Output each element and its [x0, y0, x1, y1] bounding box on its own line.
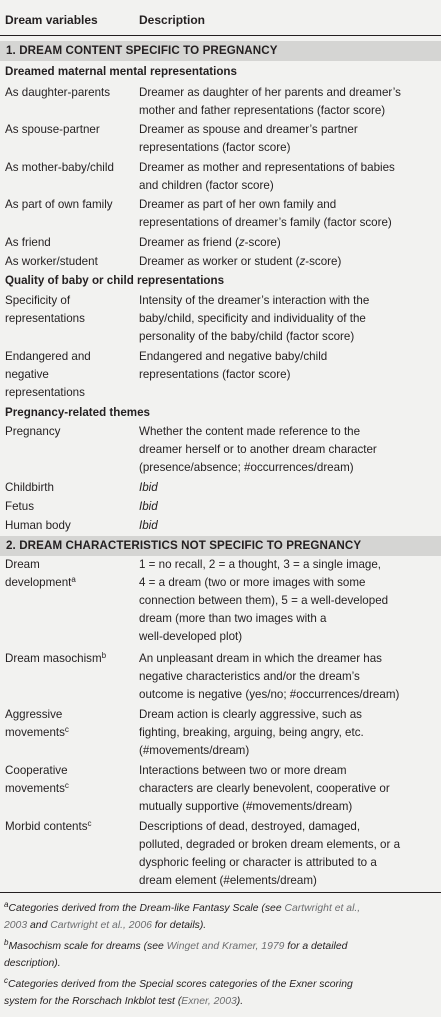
desc-line: representations of dreamer’s family (factor score)	[139, 216, 392, 229]
row-variable	[5, 818, 133, 836]
footnote-mark: a	[71, 575, 76, 584]
desc-line: dysphoric feeling or character is attributed to a	[139, 856, 377, 869]
desc-line: baby/child, specificity and individuality of the	[139, 312, 366, 325]
desc-line: Dreamer as worker or student (z-score)	[139, 255, 342, 268]
row-description	[139, 84, 435, 120]
variable-line: Morbid contents$^c$	[5, 819, 92, 833]
desc-line: representations (factor score)	[139, 141, 291, 154]
group1-title: Dreamed maternal mental representations	[5, 65, 237, 78]
desc-line: Descriptions of dead, destroyed, damaged,	[139, 820, 361, 833]
variable-line: representations	[5, 312, 85, 325]
header-rule	[0, 35, 441, 36]
citation-link[interactable]: Cartwright et al., 2006	[50, 920, 152, 931]
row-variable	[5, 292, 133, 328]
citation-link[interactable]: 2003	[4, 920, 28, 931]
variable-line: representations	[5, 386, 85, 399]
row-variable: Childbirth	[5, 481, 54, 494]
table-header	[0, 0, 441, 35]
row-variable: Fetus	[5, 500, 34, 513]
header-dream-variables: Dream variables	[5, 13, 98, 27]
section1-title: 1. DREAM CONTENT SPECIFIC TO PREGNANCY	[6, 44, 278, 57]
desc-line: Intensity of the dreamer’s interaction with the	[139, 294, 370, 307]
desc-line: dream element (#elements/dream)	[139, 874, 317, 887]
variable-line: Endangered and	[5, 350, 91, 363]
desc-line: polluted, degraded or broken dream elements, or a	[139, 838, 401, 851]
row-description	[139, 762, 435, 816]
header-description: Description	[139, 13, 206, 27]
desc-line: Whether the content made reference to the	[139, 425, 361, 438]
footnote-mark: c	[4, 976, 8, 985]
citation-link[interactable]: Exner, 2003	[181, 996, 237, 1007]
desc-line: (#movements/dream)	[139, 744, 250, 757]
variable-line: movements$^c$	[5, 725, 69, 739]
row-variable: As part of own family	[5, 198, 113, 211]
row-description	[139, 196, 435, 232]
desc-line: connection between them), 5 = a well-developed	[139, 594, 389, 607]
group2-title: Quality of baby or child representations	[5, 274, 225, 287]
footnote-mark: b	[4, 938, 9, 947]
footnote-mark: c	[64, 725, 69, 734]
desc-line: dreamer herself or to another dream character	[139, 443, 377, 456]
row-description	[139, 253, 435, 271]
desc-line: Dreamer as part of her own family and	[139, 198, 337, 211]
footnote-mark: c	[64, 781, 69, 790]
variable-line: movements$^c$	[5, 781, 69, 795]
desc-line: 4 = a dream (two or more images with some	[139, 576, 366, 589]
desc-line: well-developed plot)	[139, 630, 243, 643]
desc-line: and children (factor score)	[139, 179, 274, 192]
row-description: Ibid	[139, 519, 158, 532]
row-variable	[5, 348, 133, 402]
row-description: Ibid	[139, 481, 158, 494]
desc-line: personality of the baby/child (factor score)	[139, 330, 355, 343]
row-description	[139, 818, 435, 890]
row-variable: Pregnancy	[5, 425, 61, 438]
citation-link[interactable]: Winget and Kramer, 1979	[166, 941, 285, 952]
row-description: Ibid	[139, 500, 158, 513]
variable-line: Aggressive	[5, 708, 63, 721]
row-variable: As friend	[5, 236, 51, 249]
row-description	[139, 706, 435, 760]
variable-line: development$^a$	[5, 575, 76, 589]
row-variable	[5, 556, 133, 592]
table-bottom-rule	[0, 892, 441, 893]
row-variable: As spouse-partner	[5, 123, 100, 136]
citation-link[interactable]: Cartwright et al.,	[284, 903, 361, 914]
desc-line: mutually supportive (#movements/dream)	[139, 800, 353, 813]
row-variable: As daughter-parents	[5, 86, 111, 99]
desc-line: An unpleasant dream in which the dreamer has	[139, 652, 382, 665]
desc-line: 1 = no recall, 2 = a thought, 3 = a single image,	[139, 558, 382, 571]
variable-line: Cooperative	[5, 764, 68, 777]
desc-line: mother and father representations (factor score)	[139, 104, 386, 117]
row-description	[139, 159, 435, 195]
section2-title: 2. DREAM CHARACTERISTICS NOT SPECIFIC TO PREGNANCY	[6, 539, 362, 552]
desc-line: Dreamer as daughter of her parents and dreamer’s	[139, 86, 401, 99]
section1-band	[0, 41, 441, 61]
desc-line: Interactions between two or more dream	[139, 764, 347, 777]
row-description	[139, 234, 435, 252]
row-description	[139, 348, 435, 384]
desc-line: Endangered and negative baby/child	[139, 350, 328, 363]
row-variable	[5, 650, 133, 668]
desc-line: negative characteristics and/or the dream’s	[139, 670, 360, 683]
group3-title: Pregnancy-related themes	[5, 406, 150, 419]
row-description	[139, 650, 435, 704]
footnote-a: $^a$Categories derived from the Dream-like Fantasy Scale (see Cartwright et al., 2003 and Cartwright et al., 2006 for details).	[4, 900, 361, 931]
desc-line: (presence/absence; #occurrences/dream)	[139, 461, 354, 474]
variable-line: negative	[5, 368, 49, 381]
section2-band	[0, 536, 441, 556]
row-variable	[5, 706, 133, 742]
desc-line: outcome is negative (yes/no; #occurrences/dream)	[139, 688, 400, 701]
footnote-c: $^c$Categories derived from the Special scores categories of the Exner scoring system for the Rorschach Inkblot test (Exner, 2003).	[4, 976, 353, 1007]
desc-line: fighting, breaking, arguing, being angry, etc.	[139, 726, 364, 739]
desc-line: Dreamer as friend (z-score)	[139, 236, 281, 249]
row-variable: As mother-baby/child	[5, 161, 114, 174]
footnote-b: $^b$Masochism scale for dreams (see Winget and Kramer, 1979 for a detailed description).	[4, 938, 348, 969]
desc-line: Dream action is clearly aggressive, such as	[139, 708, 362, 721]
desc-line: Dreamer as mother and representations of babies	[139, 161, 395, 174]
footnote-mark: c	[87, 819, 92, 828]
footnote-mark: b	[101, 651, 107, 660]
row-variable: Human body	[5, 519, 71, 532]
row-description	[139, 121, 435, 157]
footnote-mark: a	[4, 900, 9, 909]
row-variable	[5, 762, 133, 798]
variable-line: Dream masochism$^b$	[5, 651, 107, 665]
row-description	[139, 556, 435, 646]
row-description	[139, 292, 435, 346]
row-description	[139, 423, 435, 477]
row-variable: As worker/student	[5, 255, 98, 268]
desc-line: dream (more than two images with a	[139, 612, 327, 625]
desc-line: representations (factor score)	[139, 368, 291, 381]
desc-line: characters are clearly benevolent, cooperative or	[139, 782, 390, 795]
variable-line: Dream	[5, 558, 40, 571]
desc-line: Dreamer as spouse and dreamer’s partner	[139, 123, 358, 136]
variable-line: Specificity of	[5, 294, 71, 307]
